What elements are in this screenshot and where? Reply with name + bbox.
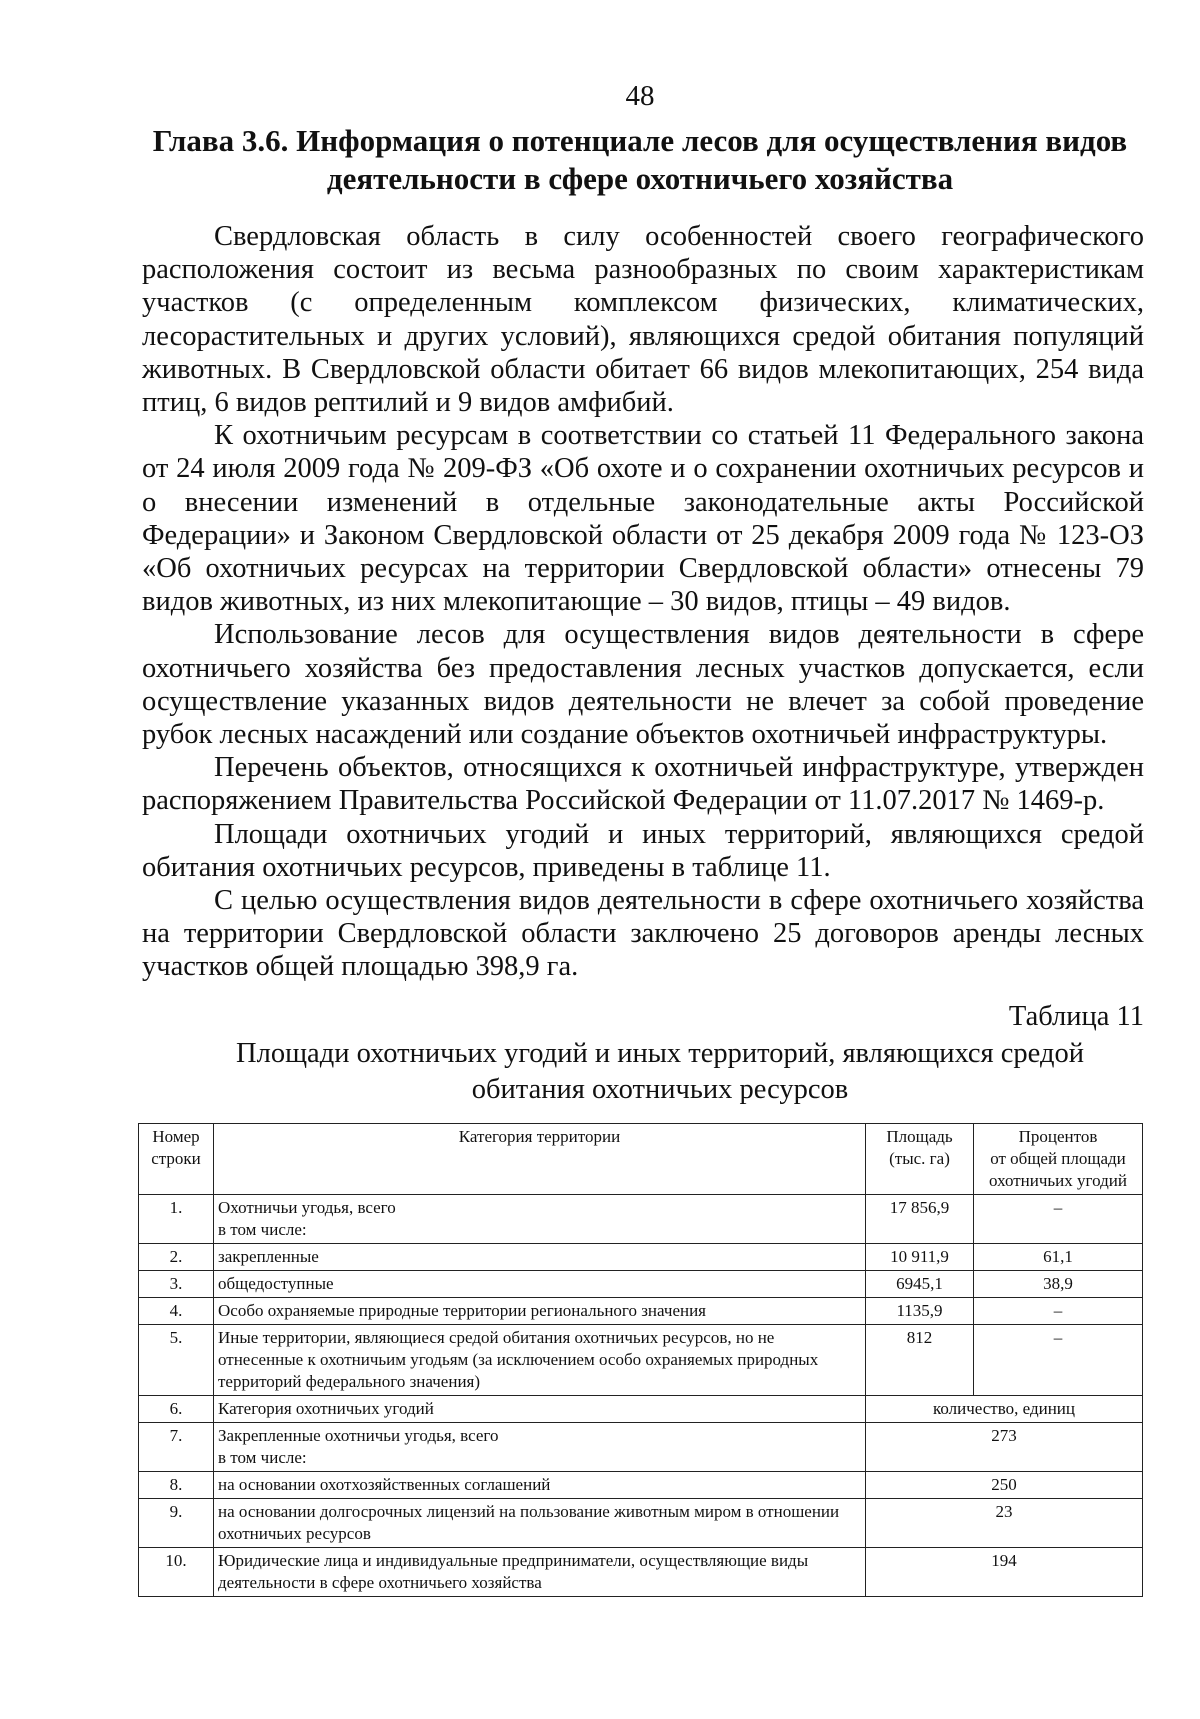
row-area: 6945,1: [866, 1271, 974, 1298]
chapter-title-line2: деятельности в сфере охотничьего хозяйства: [326, 161, 954, 196]
table-row: [139, 1325, 1143, 1396]
hunting-areas-table: [138, 1123, 1143, 1597]
table-title: [190, 1036, 1130, 1108]
table-row: [139, 1396, 1143, 1423]
header-text: Площадь: [886, 1127, 953, 1146]
row-count: 273: [866, 1423, 1143, 1472]
row-number: 4.: [139, 1298, 214, 1325]
header-text: (тыс. га): [889, 1149, 950, 1168]
row-number: 8.: [139, 1472, 214, 1499]
header-text: строки: [151, 1149, 201, 1168]
row-category: Категория охотничьих угодий: [214, 1396, 866, 1423]
row-category: Особо охраняемые природные территории регионального значения: [214, 1298, 866, 1325]
header-text: Процентов: [1018, 1127, 1098, 1146]
row-category: на основании охотхозяйственных соглашений: [214, 1472, 866, 1499]
row-category: Иные территории, являющиеся средой обитания охотничьих ресурсов, но не отнесенные к охотничьим угодьям (за исключением особо охраняемых природных территорий федерального значения): [214, 1325, 866, 1396]
row-count: 23: [866, 1499, 1143, 1548]
paragraph: С целью осуществления видов деятельности в сфере охотничьего хозяйства на территории Свердловской области заключено 25 договоров аренды лесных участков общей площадью 398,9 га.: [142, 885, 1144, 983]
category-text: Охотничьи угодья, всего: [218, 1198, 396, 1217]
row-category: на основании долгосрочных лицензий на пользование животным миром в отношении охотничьих ресурсов: [214, 1499, 866, 1548]
row-number: 6.: [139, 1396, 214, 1423]
category-subtext: в том числе:: [218, 1220, 307, 1239]
chapter-title: [150, 122, 1130, 198]
category-subtext: в том числе:: [218, 1448, 307, 1467]
row-number: 5.: [139, 1325, 214, 1396]
row-area: 10 911,9: [866, 1244, 974, 1271]
header-area: [866, 1124, 974, 1195]
row-percent: –: [974, 1298, 1143, 1325]
row-number: 2.: [139, 1244, 214, 1271]
header-percent: [974, 1124, 1143, 1195]
paragraph: К охотничьим ресурсам в соответствии со статьей 11 Федерального закона от 24 июля 2009 года № 209-ФЗ «Об охоте и о сохранении охотничьих ресурсов и о внесении изменений в отдельные законодательные акты Российской Федерации» и Законом Свердловской области от 25 декабря 2009 года № 123-ОЗ «Об охотничьих ресурсах на территории Свердловской области» отнесены 79 видов животных, из них млекопитающие – 30 видов, птицы – 49 видов.: [142, 420, 1144, 618]
table-row: [139, 1195, 1143, 1244]
header-row-number: [139, 1124, 214, 1195]
row-category: [214, 1195, 866, 1244]
row-count: 194: [866, 1548, 1143, 1597]
table-header-row: [139, 1124, 1143, 1195]
row-area: 17 856,9: [866, 1195, 974, 1244]
row-number: 10.: [139, 1548, 214, 1597]
header-text: от общей площади: [990, 1149, 1126, 1168]
chapter-title-line1: Глава 3.6. Информация о потенциале лесов для осуществления видов: [152, 123, 1128, 158]
row-percent: –: [974, 1325, 1143, 1396]
table-row: [139, 1548, 1143, 1597]
row-area: 1135,9: [866, 1298, 974, 1325]
body-text: [142, 220, 1144, 984]
table-label: Таблица 11: [1008, 1001, 1144, 1032]
table-row: [139, 1472, 1143, 1499]
row-number: 7.: [139, 1423, 214, 1472]
paragraph: Перечень объектов, относящихся к охотничьей инфраструктуре, утвержден распоряжением Правительства Российской Федерации от 11.07.2017 № 1469-р.: [142, 752, 1144, 817]
category-text: Закрепленные охотничьи угодья, всего: [218, 1426, 499, 1445]
row-count: 250: [866, 1472, 1143, 1499]
header-text: Номер: [152, 1127, 200, 1146]
header-text: охотничьих угодий: [989, 1171, 1127, 1190]
table-row: [139, 1298, 1143, 1325]
row-percent: 61,1: [974, 1244, 1143, 1271]
paragraph: Свердловская область в силу особенностей своего географического расположения состоит из весьма разнообразных по своим характеристикам участков (с определенным комплексом физических, климатических, лесорастительных и других условий), являющихся средой обитания популяций животных. В Свердловской области обитает 66 видов млекопитающих, 254 вида птиц, 6 видов рептилий и 9 видов амфибий.: [142, 221, 1144, 419]
table-row: [139, 1244, 1143, 1271]
row-percent: 38,9: [974, 1271, 1143, 1298]
paragraph: Площади охотничьих угодий и иных территорий, являющихся средой обитания охотничьих ресурсов, приведены в таблице 11.: [142, 818, 1144, 883]
row-category: Юридические лица и индивидуальные предприниматели, осуществляющие виды деятельности в сфере охотничьего хозяйства: [214, 1548, 866, 1597]
table-row: [139, 1499, 1143, 1548]
table-title-line1: Площади охотничьих угодий и иных территорий, являющихся средой: [236, 1038, 1084, 1069]
row-area: 812: [866, 1325, 974, 1396]
row-category: общедоступные: [214, 1271, 866, 1298]
paragraph: Использование лесов для осуществления видов деятельности в сфере охотничьего хозяйства без предоставления лесных участков допускается, если осуществление указанных видов деятельности не влечет за собой проведение рубок лесных насаждений или создание объектов охотничьей инфраструктуры.: [142, 619, 1144, 751]
row-category: [214, 1423, 866, 1472]
row-percent: –: [974, 1195, 1143, 1244]
row-number: 3.: [139, 1271, 214, 1298]
row-count-header: количество, единиц: [866, 1396, 1143, 1423]
table-title-line2: обитания охотничьих ресурсов: [471, 1074, 849, 1105]
header-category: Категория территории: [214, 1124, 866, 1195]
row-category: закрепленные: [214, 1244, 866, 1271]
table-row: [139, 1271, 1143, 1298]
table-row: [139, 1423, 1143, 1472]
row-number: 9.: [139, 1499, 214, 1548]
page-number: 48: [625, 80, 655, 112]
row-number: 1.: [139, 1195, 214, 1244]
